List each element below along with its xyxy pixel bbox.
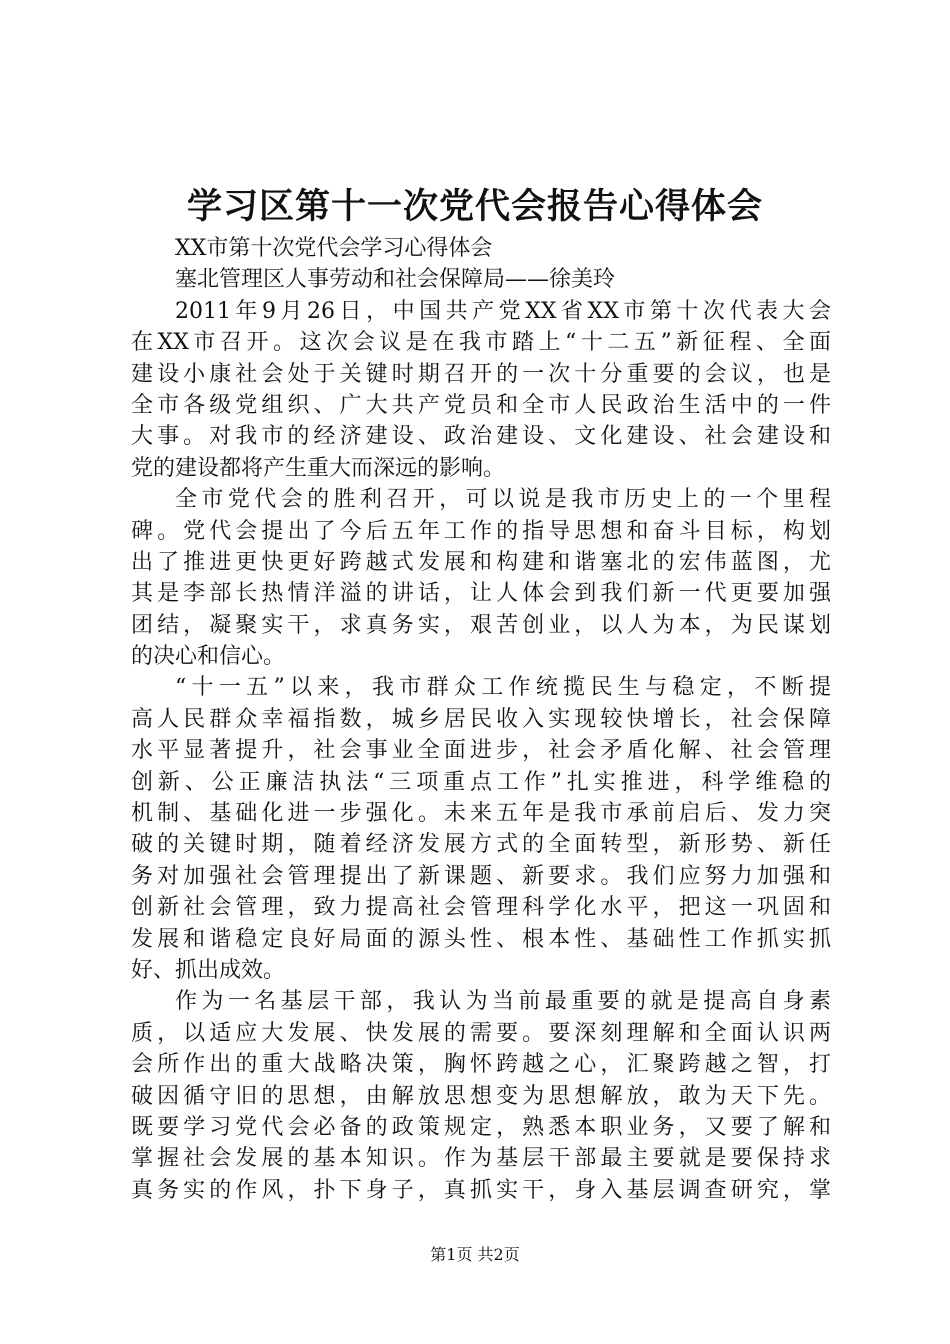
text-line: 碑。党代会提出了今后五年工作的指导思想和奋斗目标，构划 bbox=[131, 518, 831, 544]
text-line: 团结，凝聚实干，求真务实，艰苦创业，以人为本，为民谋划 bbox=[131, 612, 831, 638]
text-line: 在XX市召开。这次会议是在我市踏上“十二五”新征程、全面 bbox=[131, 330, 831, 356]
text-line: 质，以适应大发展、快发展的需要。要深刻理解和全面认识两 bbox=[131, 1020, 831, 1046]
text-line: 作为一名基层干部，我认为当前最重要的就是提高自身素 bbox=[175, 989, 831, 1015]
text-line: 建设小康社会处于关键时期召开的一次十分重要的会议，也是 bbox=[131, 361, 831, 387]
text-line: 破的关键时期，随着经济发展方式的全面转型，新形势、新任 bbox=[131, 832, 831, 858]
text-line: “十一五”以来，我市群众工作统揽民生与稳定，不断提 bbox=[175, 675, 831, 701]
text-line: 的决心和信心。 bbox=[131, 644, 286, 670]
text-line: 创新、公正廉洁执法“三项重点工作”扎实推进，科学维稳的 bbox=[131, 769, 831, 795]
text-line: 发展和谐稳定良好局面的源头性、根本性、基础性工作抓实抓 bbox=[131, 926, 831, 952]
text-line: 党的建设都将产生重大而深远的影响。 bbox=[131, 455, 506, 481]
text-line: 其是李部长热情洋溢的讲话，让人体会到我们新一代更要加强 bbox=[131, 581, 831, 607]
document-title: 学习区第十一次党代会报告心得体会 bbox=[186, 186, 763, 227]
text-line: 务对加强社会管理提出了新课题、新要求。我们应努力加强和 bbox=[131, 863, 831, 889]
text-line: 2011年9月26日，中国共产党XX省XX市第十次代表大会 bbox=[175, 298, 831, 324]
text-line: 水平显著提升，社会事业全面进步，社会矛盾化解、社会管理 bbox=[131, 738, 831, 764]
text-line: 塞北管理区人事劳动和社会保障局——徐美玲 bbox=[175, 267, 616, 293]
text-line: 大事。对我市的经济建设、政治建设、文化建设、社会建设和 bbox=[131, 424, 831, 450]
text-line: 出了推进更快更好跨越式发展和构建和谐塞北的宏伟蓝图，尤 bbox=[131, 549, 831, 575]
text-line: 会所作出的重大战略决策，胸怀跨越之心，汇聚跨越之智，打 bbox=[131, 1052, 831, 1078]
text-line: XX市第十次党代会学习心得体会 bbox=[175, 236, 493, 261]
text-line: 破因循守旧的思想，由解放思想变为思想解放，敢为天下先。 bbox=[131, 1083, 831, 1109]
text-line: 创新社会管理，致力提高社会管理科学化水平，把这一巩固和 bbox=[131, 895, 831, 921]
text-line: 真务实的作风，扑下身子，真抓实干，身入基层调查研究，掌 bbox=[131, 1177, 831, 1203]
text-line: 好、抓出成效。 bbox=[131, 957, 286, 983]
text-line: 高人民群众幸福指数，城乡居民收入实现较快增长，社会保障 bbox=[131, 706, 831, 732]
text-line: 掌握社会发展的基本知识。作为基层干部最主要就是要保持求 bbox=[131, 1146, 831, 1172]
text-line: 全市党代会的胜利召开，可以说是我市历史上的一个里程 bbox=[175, 487, 831, 513]
document-body bbox=[131, 233, 831, 1206]
text-line: 机制、基础化进一步强化。未来五年是我市承前启后、发力突 bbox=[131, 801, 831, 827]
text-line: 既要学习党代会必备的政策规定，熟悉本职业务，又要了解和 bbox=[131, 1114, 831, 1140]
page-footer: 第1页 共2页 bbox=[430, 1245, 520, 1264]
text-line: 全市各级党组织、广大共产党员和全市人民政治生活中的一件 bbox=[131, 392, 831, 418]
